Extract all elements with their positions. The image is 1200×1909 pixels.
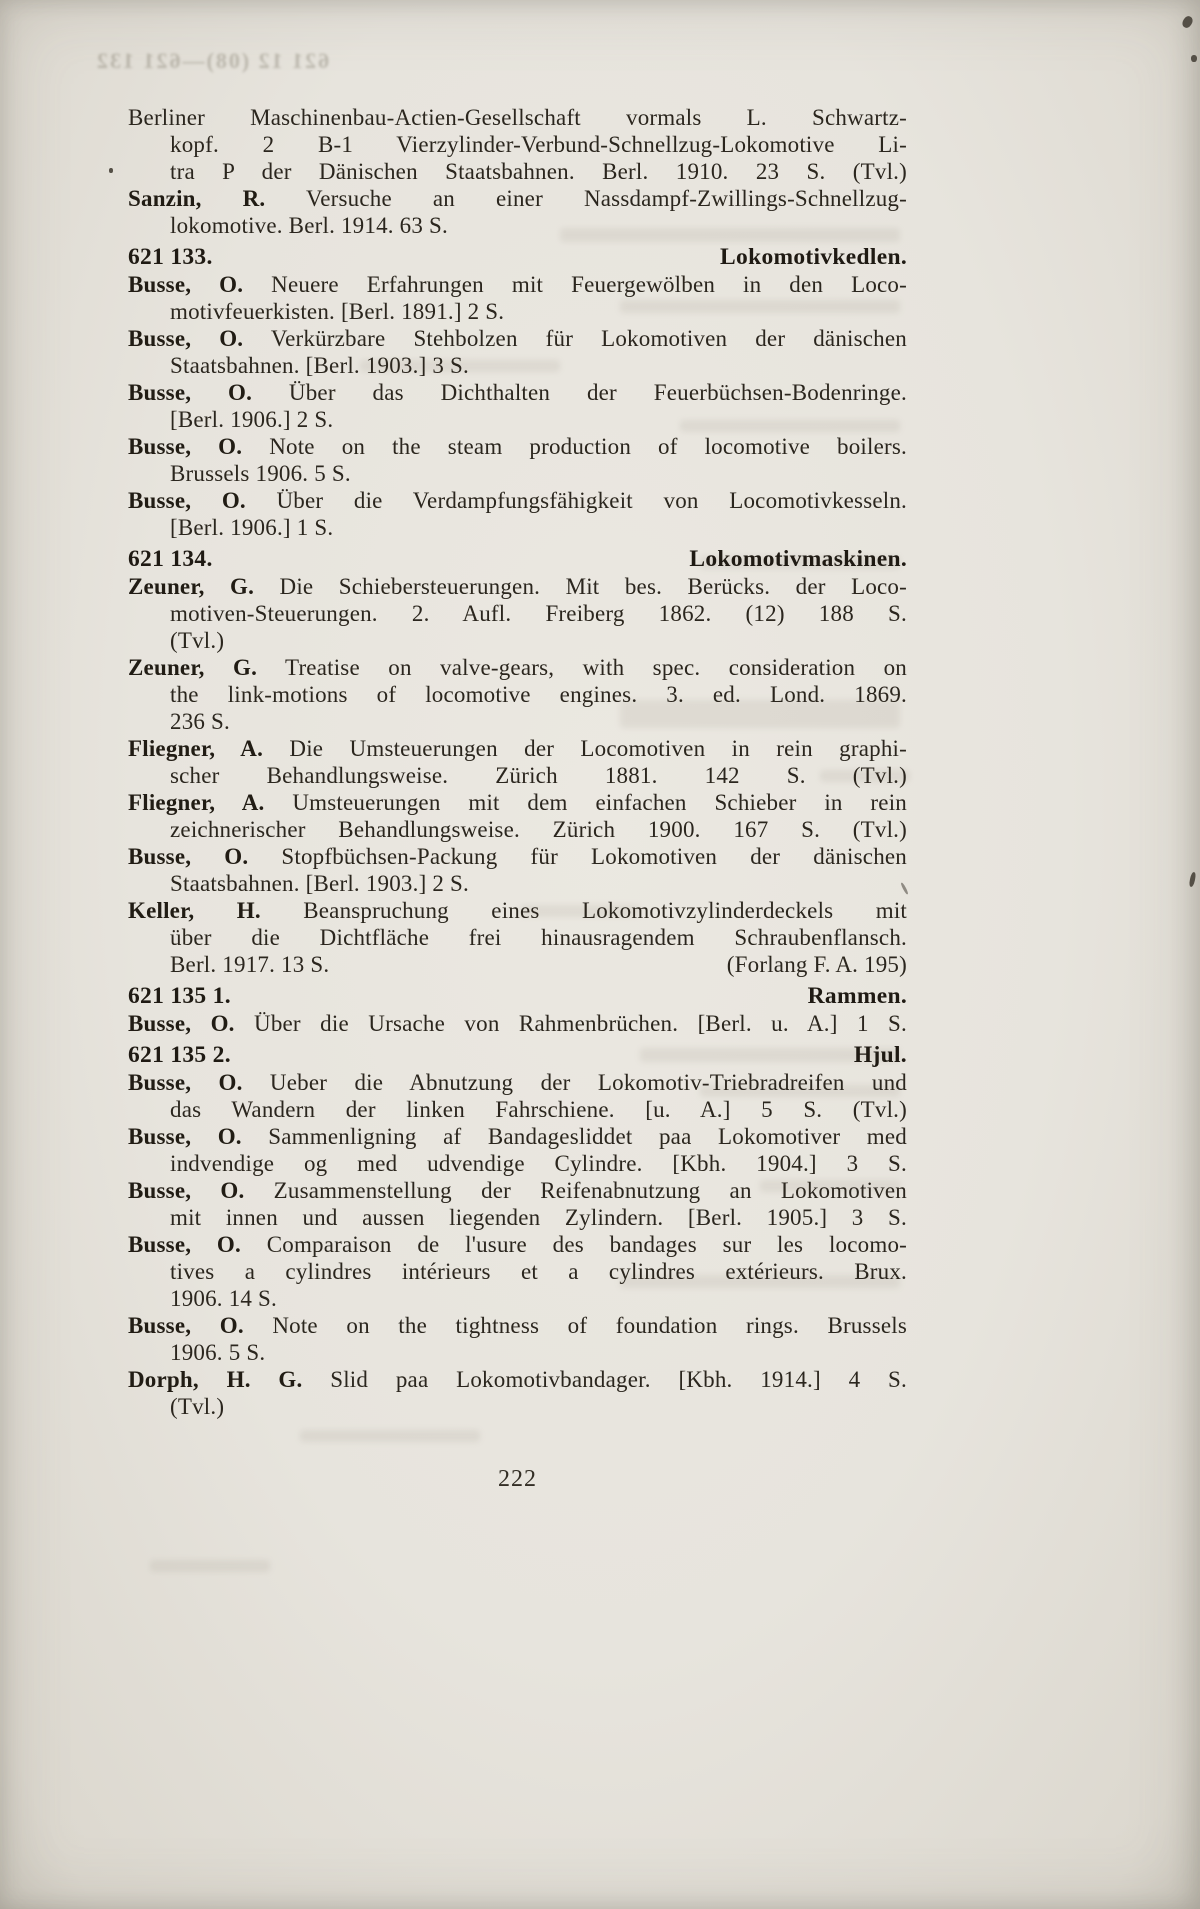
bib-entry-line: kopf. 2 B-1 Vierzylinder-Verbund-Schnellzug-Lokomotive Li- bbox=[170, 132, 907, 157]
scan-speck bbox=[1181, 15, 1195, 30]
bib-entry-author: Zeuner, G. bbox=[128, 574, 255, 599]
bib-entry-line: Fliegner, A. Die Umsteuerungen der Locomotiven in rein graphi- bbox=[128, 736, 907, 761]
section-number: 621 135 1. bbox=[128, 983, 231, 1009]
bib-entry bbox=[128, 735, 907, 789]
bib-entry bbox=[128, 185, 907, 239]
bib-entry-line: Busse, O. Ueber die Abnutzung der Lokomotiv-Triebradreifen und bbox=[128, 1070, 907, 1095]
section-number: 621 134. bbox=[128, 546, 213, 572]
bib-entry-line: Sanzin, R. Versuche an einer Nassdampf-Zwillings-Schnellzug- bbox=[128, 186, 907, 211]
bleedthrough-smudge bbox=[150, 1560, 270, 1572]
bib-entry-author: Busse, O. bbox=[128, 434, 243, 459]
bib-entry bbox=[128, 1177, 907, 1231]
bib-entry-line-right: (Forlang F. A. 195) bbox=[726, 952, 907, 977]
section-number: 621 133. bbox=[128, 244, 213, 270]
bib-entry bbox=[128, 654, 907, 735]
bib-entry-author: Sanzin, R. bbox=[128, 186, 266, 211]
bib-entry-author: Fliegner, A. bbox=[128, 790, 265, 815]
bib-entry-author: Busse, O. bbox=[128, 1232, 241, 1257]
bib-entry-line: mit innen und aussen liegenden Zylindern. [Berl. 1905.] 3 S. bbox=[170, 1205, 907, 1230]
bib-entry bbox=[128, 271, 907, 325]
bib-entry-line: 1906. 5 S. bbox=[170, 1340, 266, 1365]
bib-entry-author: Busse, O. bbox=[128, 1178, 245, 1203]
bib-entry-line: über die Dichtfläche frei hinausragendem Schraubenflansch. bbox=[170, 925, 907, 950]
bib-entry bbox=[128, 897, 907, 978]
bib-entry-line: Dorph, H. G. Slid paa Lokomotivbandager. [Kbh. 1914.] 4 S. bbox=[128, 1367, 907, 1392]
bib-entry-line: [Berl. 1906.] 1 S. bbox=[170, 515, 334, 540]
bib-entry-line: Berliner Maschinenbau-Actien-Gesellschaft vormals L. Schwartz- bbox=[128, 105, 907, 130]
bib-entry-author: Busse, O. bbox=[128, 272, 244, 297]
section-title: Hjul. bbox=[853, 1042, 907, 1068]
bib-entry-line: (Tvl.) bbox=[170, 628, 225, 653]
section-heading bbox=[128, 244, 907, 271]
section-title: Lokomotivkedlen. bbox=[720, 244, 907, 270]
bib-entry-line bbox=[128, 951, 907, 978]
bibliography bbox=[128, 104, 907, 1420]
bib-entry-line: Busse, O. Über die Verdampfungsfähigkeit von Locomotivkesseln. bbox=[128, 488, 907, 513]
bib-entry-author: Busse, O. bbox=[128, 380, 253, 405]
bib-entry-line: Busse, O. Verkürzbare Stehbolzen für Lokomotiven der dänischen bbox=[128, 326, 907, 351]
scan-speck bbox=[1191, 55, 1197, 62]
bib-entry-line: tra P der Dänischen Staatsbahnen. Berl. 1910. 23 S. (Tvl.) bbox=[170, 159, 907, 184]
bib-entry-line: motivfeuerkisten. [Berl. 1891.] 2 S. bbox=[170, 299, 505, 324]
bib-entry bbox=[128, 325, 907, 379]
bib-entry-line: Zeuner, G. Die Schiebersteuerungen. Mit bes. Berücks. der Loco- bbox=[128, 574, 907, 599]
bib-entry-author: Busse, O. bbox=[128, 844, 249, 869]
page-number: 222 bbox=[498, 1466, 537, 1492]
bib-entry bbox=[128, 379, 907, 433]
bib-entry-author: Busse, O. bbox=[128, 1313, 244, 1338]
section-heading bbox=[128, 546, 907, 573]
bib-entry-line: 236 S. bbox=[170, 709, 230, 734]
bib-entry bbox=[128, 1312, 907, 1366]
bib-entry-author: Busse, O. bbox=[128, 1011, 235, 1036]
bib-entry-line: Busse, O. Über die Ursache von Rahmenbrüchen. [Berl. u. A.] 1 S. bbox=[128, 1011, 907, 1036]
bib-entry-line: 1906. 14 S. bbox=[170, 1286, 277, 1311]
bib-entry-author: Busse, O. bbox=[128, 326, 244, 351]
bib-entry-line: motiven-Steuerungen. 2. Aufl. Freiberg 1862. (12) 188 S. bbox=[170, 601, 907, 626]
section-heading bbox=[128, 983, 907, 1010]
bib-entry-line: Busse, O. Sammenligning af Bandagesliddet paa Lokomotiver med bbox=[128, 1124, 908, 1149]
bib-entry-line: Zeuner, G. Treatise on valve-gears, with spec. consideration on bbox=[128, 655, 907, 680]
bib-entry-line: Busse, O. Über das Dichthalten der Feuerbüchsen-Bodenringe. bbox=[128, 380, 907, 405]
bib-entry-line: indvendige og med udvendige Cylindre. [Kbh. 1904.] 3 S. bbox=[170, 1151, 907, 1176]
bib-entry-line-left: Berl. 1917. 13 S. bbox=[170, 952, 330, 977]
bib-entry-line: lokomotive. Berl. 1914. 63 S. bbox=[170, 213, 448, 238]
bib-entry-line: (Tvl.) bbox=[170, 1394, 225, 1419]
bib-entry-author: Busse, O. bbox=[128, 1070, 243, 1095]
bib-entry-line: the link-motions of locomotive engines. 3. ed. Lond. 1869. bbox=[170, 682, 907, 707]
bib-entry-line: Keller, H. Beanspruchung eines Lokomotivzylinderdeckels mit bbox=[128, 898, 907, 923]
bib-entry-line: Busse, O. Neuere Erfahrungen mit Feuergewölben in den Loco- bbox=[128, 272, 907, 297]
bib-entry-line: Fliegner, A. Umsteuerungen mit dem einfachen Schieber in rein bbox=[128, 790, 907, 815]
bib-entry-line: zeichnerischer Behandlungsweise. Zürich 1900. 167 S. (Tvl.) bbox=[170, 817, 907, 842]
bib-entry bbox=[128, 573, 907, 654]
bib-entry-author: Busse, O. bbox=[128, 1124, 242, 1149]
bib-entry-line: Busse, O. Stopfbüchsen-Packung für Lokomotiven der dänischen bbox=[128, 844, 908, 869]
bib-entry-line: tives a cylindres intérieurs et a cylindres extérieurs. Brux. bbox=[170, 1259, 907, 1284]
bib-entry-author: Busse, O. bbox=[128, 488, 246, 513]
bib-entry bbox=[128, 1366, 907, 1420]
section-title: Lokomotivmaskinen. bbox=[689, 546, 907, 572]
section-heading bbox=[128, 1042, 907, 1069]
section-number: 621 135 2. bbox=[128, 1042, 231, 1068]
bib-entry-line: das Wandern der linken Fahrschiene. [u. A.] 5 S. (Tvl.) bbox=[170, 1097, 907, 1122]
bib-entry-author: Keller, H. bbox=[128, 898, 261, 923]
bib-entry bbox=[128, 1069, 907, 1123]
bib-entry-line: Staatsbahnen. [Berl. 1903.] 3 S. bbox=[170, 353, 469, 378]
bib-entry bbox=[128, 1231, 907, 1312]
bib-entry-line: Busse, O. Note on the steam production of locomotive boilers. bbox=[128, 434, 907, 459]
bib-entry bbox=[128, 789, 907, 843]
bib-entry-author: Dorph, H. G. bbox=[128, 1367, 303, 1392]
bib-entry bbox=[128, 433, 907, 487]
bib-entry bbox=[128, 1123, 907, 1177]
bib-entry-line: Busse, O. Comparaison de l'usure des bandages sur les locomo- bbox=[128, 1232, 907, 1257]
bib-entry-author: Fliegner, A. bbox=[128, 736, 264, 761]
bib-entry-line: Busse, O. Note on the tightness of foundation rings. Brussels bbox=[128, 1313, 907, 1338]
scan-speck bbox=[109, 168, 113, 173]
section-title: Rammen. bbox=[807, 983, 907, 1009]
bib-entry-line: Staatsbahnen. [Berl. 1903.] 2 S. bbox=[170, 871, 469, 896]
bleedthrough-smudge bbox=[300, 1430, 480, 1442]
bib-entry-line: [Berl. 1906.] 2 S. bbox=[170, 407, 334, 432]
scan-speck bbox=[1188, 872, 1196, 888]
bib-entry bbox=[128, 1010, 907, 1037]
bib-entry bbox=[128, 843, 907, 897]
bleedthrough-header: 621 12 (08)—621 132 bbox=[95, 48, 330, 73]
bib-entry bbox=[128, 487, 907, 541]
bib-entry-author: Zeuner, G. bbox=[128, 655, 258, 680]
bib-entry-line: Brussels 1906. 5 S. bbox=[170, 461, 351, 486]
bib-entry bbox=[128, 104, 907, 185]
bib-entry-line: scher Behandlungsweise. Zürich 1881. 142 S. (Tvl.) bbox=[170, 763, 907, 788]
bib-entry-line: Busse, O. Zusammenstellung der Reifenabnutzung an Lokomotiven bbox=[128, 1178, 907, 1203]
